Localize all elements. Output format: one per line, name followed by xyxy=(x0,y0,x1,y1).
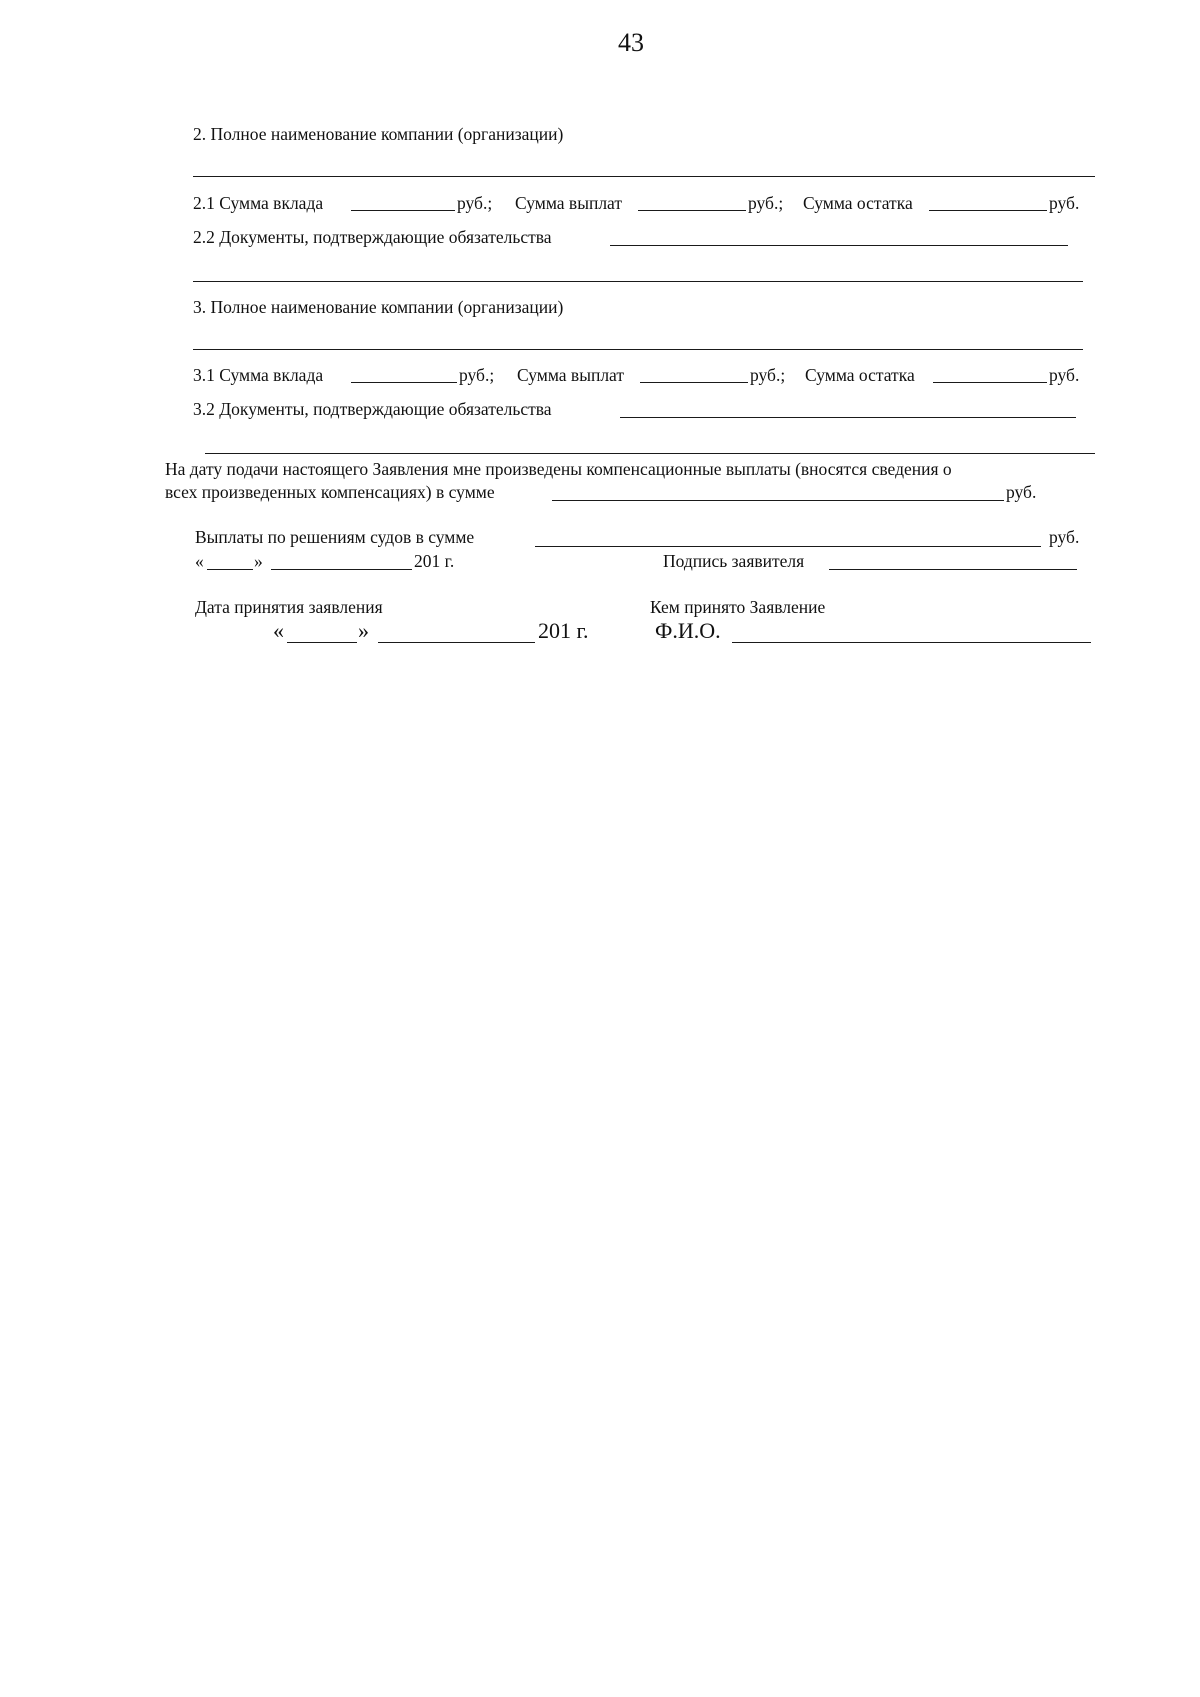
accepted-by-label: Кем принято Заявление xyxy=(650,597,826,617)
section3-balance-label: Сумма остатка xyxy=(805,365,915,385)
section2-documents-label: 2.2 Документы, подтверждающие обязательства xyxy=(193,227,552,247)
signature-month-field[interactable] xyxy=(271,569,412,570)
section2-payments-label: Сумма выплат xyxy=(515,193,623,213)
section2-heading: 2. Полное наименование компании (организации) xyxy=(193,124,564,144)
court-payments-field[interactable] xyxy=(535,546,1041,547)
fio-field[interactable] xyxy=(732,642,1091,643)
compensation-line-2: всех произведенных компенсациях) в сумме xyxy=(165,482,495,502)
section3-payments-field[interactable] xyxy=(640,382,748,383)
section2-payments-field[interactable] xyxy=(638,210,746,211)
acceptance-month-field[interactable] xyxy=(378,642,535,643)
section2-balance-label: Сумма остатка xyxy=(803,193,913,213)
section2-deposit-field[interactable] xyxy=(351,210,455,211)
signature-day-field[interactable] xyxy=(207,569,253,570)
section2-rub-2: руб.; xyxy=(748,193,784,213)
compensation-line-1: На дату подачи настоящего Заявления мне произведены компенсационные выплаты (вносятся сведения о xyxy=(165,459,952,479)
signature-date-quote-close: » xyxy=(254,551,263,571)
section3-documents-field[interactable] xyxy=(620,417,1076,418)
section2-documents-line-2[interactable] xyxy=(193,281,1083,282)
acceptance-year: 201 г. xyxy=(538,618,589,643)
section2-rub-1: руб.; xyxy=(457,193,493,213)
section2-balance-field[interactable] xyxy=(929,210,1047,211)
section3-company-name-line[interactable] xyxy=(193,349,1083,350)
section3-documents-line-2[interactable] xyxy=(205,453,1095,454)
fio-label: Ф.И.О. xyxy=(655,618,721,643)
section3-deposit-label: 3.1 Сумма вклада xyxy=(193,365,324,385)
section2-deposit-label: 2.1 Сумма вклада xyxy=(193,193,324,213)
section2-documents-field[interactable] xyxy=(610,245,1068,246)
court-payments-label: Выплаты по решениям судов в сумме xyxy=(195,527,475,547)
signature-year: 201 г. xyxy=(414,551,455,571)
section3-rub-2: руб.; xyxy=(750,365,786,385)
section3-rub-1: руб.; xyxy=(459,365,495,385)
page-number: 43 xyxy=(618,28,644,57)
section3-deposit-field[interactable] xyxy=(351,382,457,383)
section3-documents-label: 3.2 Документы, подтверждающие обязательства xyxy=(193,399,552,419)
acceptance-date-label: Дата принятия заявления xyxy=(195,597,383,617)
signature-date-quote-open: « xyxy=(195,551,204,571)
section2-rub-3: руб. xyxy=(1049,193,1080,213)
signature-label: Подпись заявителя xyxy=(663,551,805,571)
acceptance-day-field[interactable] xyxy=(287,642,357,643)
court-payments-rub: руб. xyxy=(1049,527,1080,547)
section2-company-name-line[interactable] xyxy=(193,176,1095,177)
acceptance-date-quote-close: » xyxy=(358,618,369,643)
section3-rub-3: руб. xyxy=(1049,365,1080,385)
section3-heading: 3. Полное наименование компании (организации) xyxy=(193,297,564,317)
signature-field[interactable] xyxy=(829,569,1077,570)
section3-payments-label: Сумма выплат xyxy=(517,365,625,385)
compensation-rub: руб. xyxy=(1006,482,1037,502)
section3-balance-field[interactable] xyxy=(933,382,1047,383)
compensation-amount-field[interactable] xyxy=(552,500,1004,501)
acceptance-date-quote-open: « xyxy=(273,618,284,643)
